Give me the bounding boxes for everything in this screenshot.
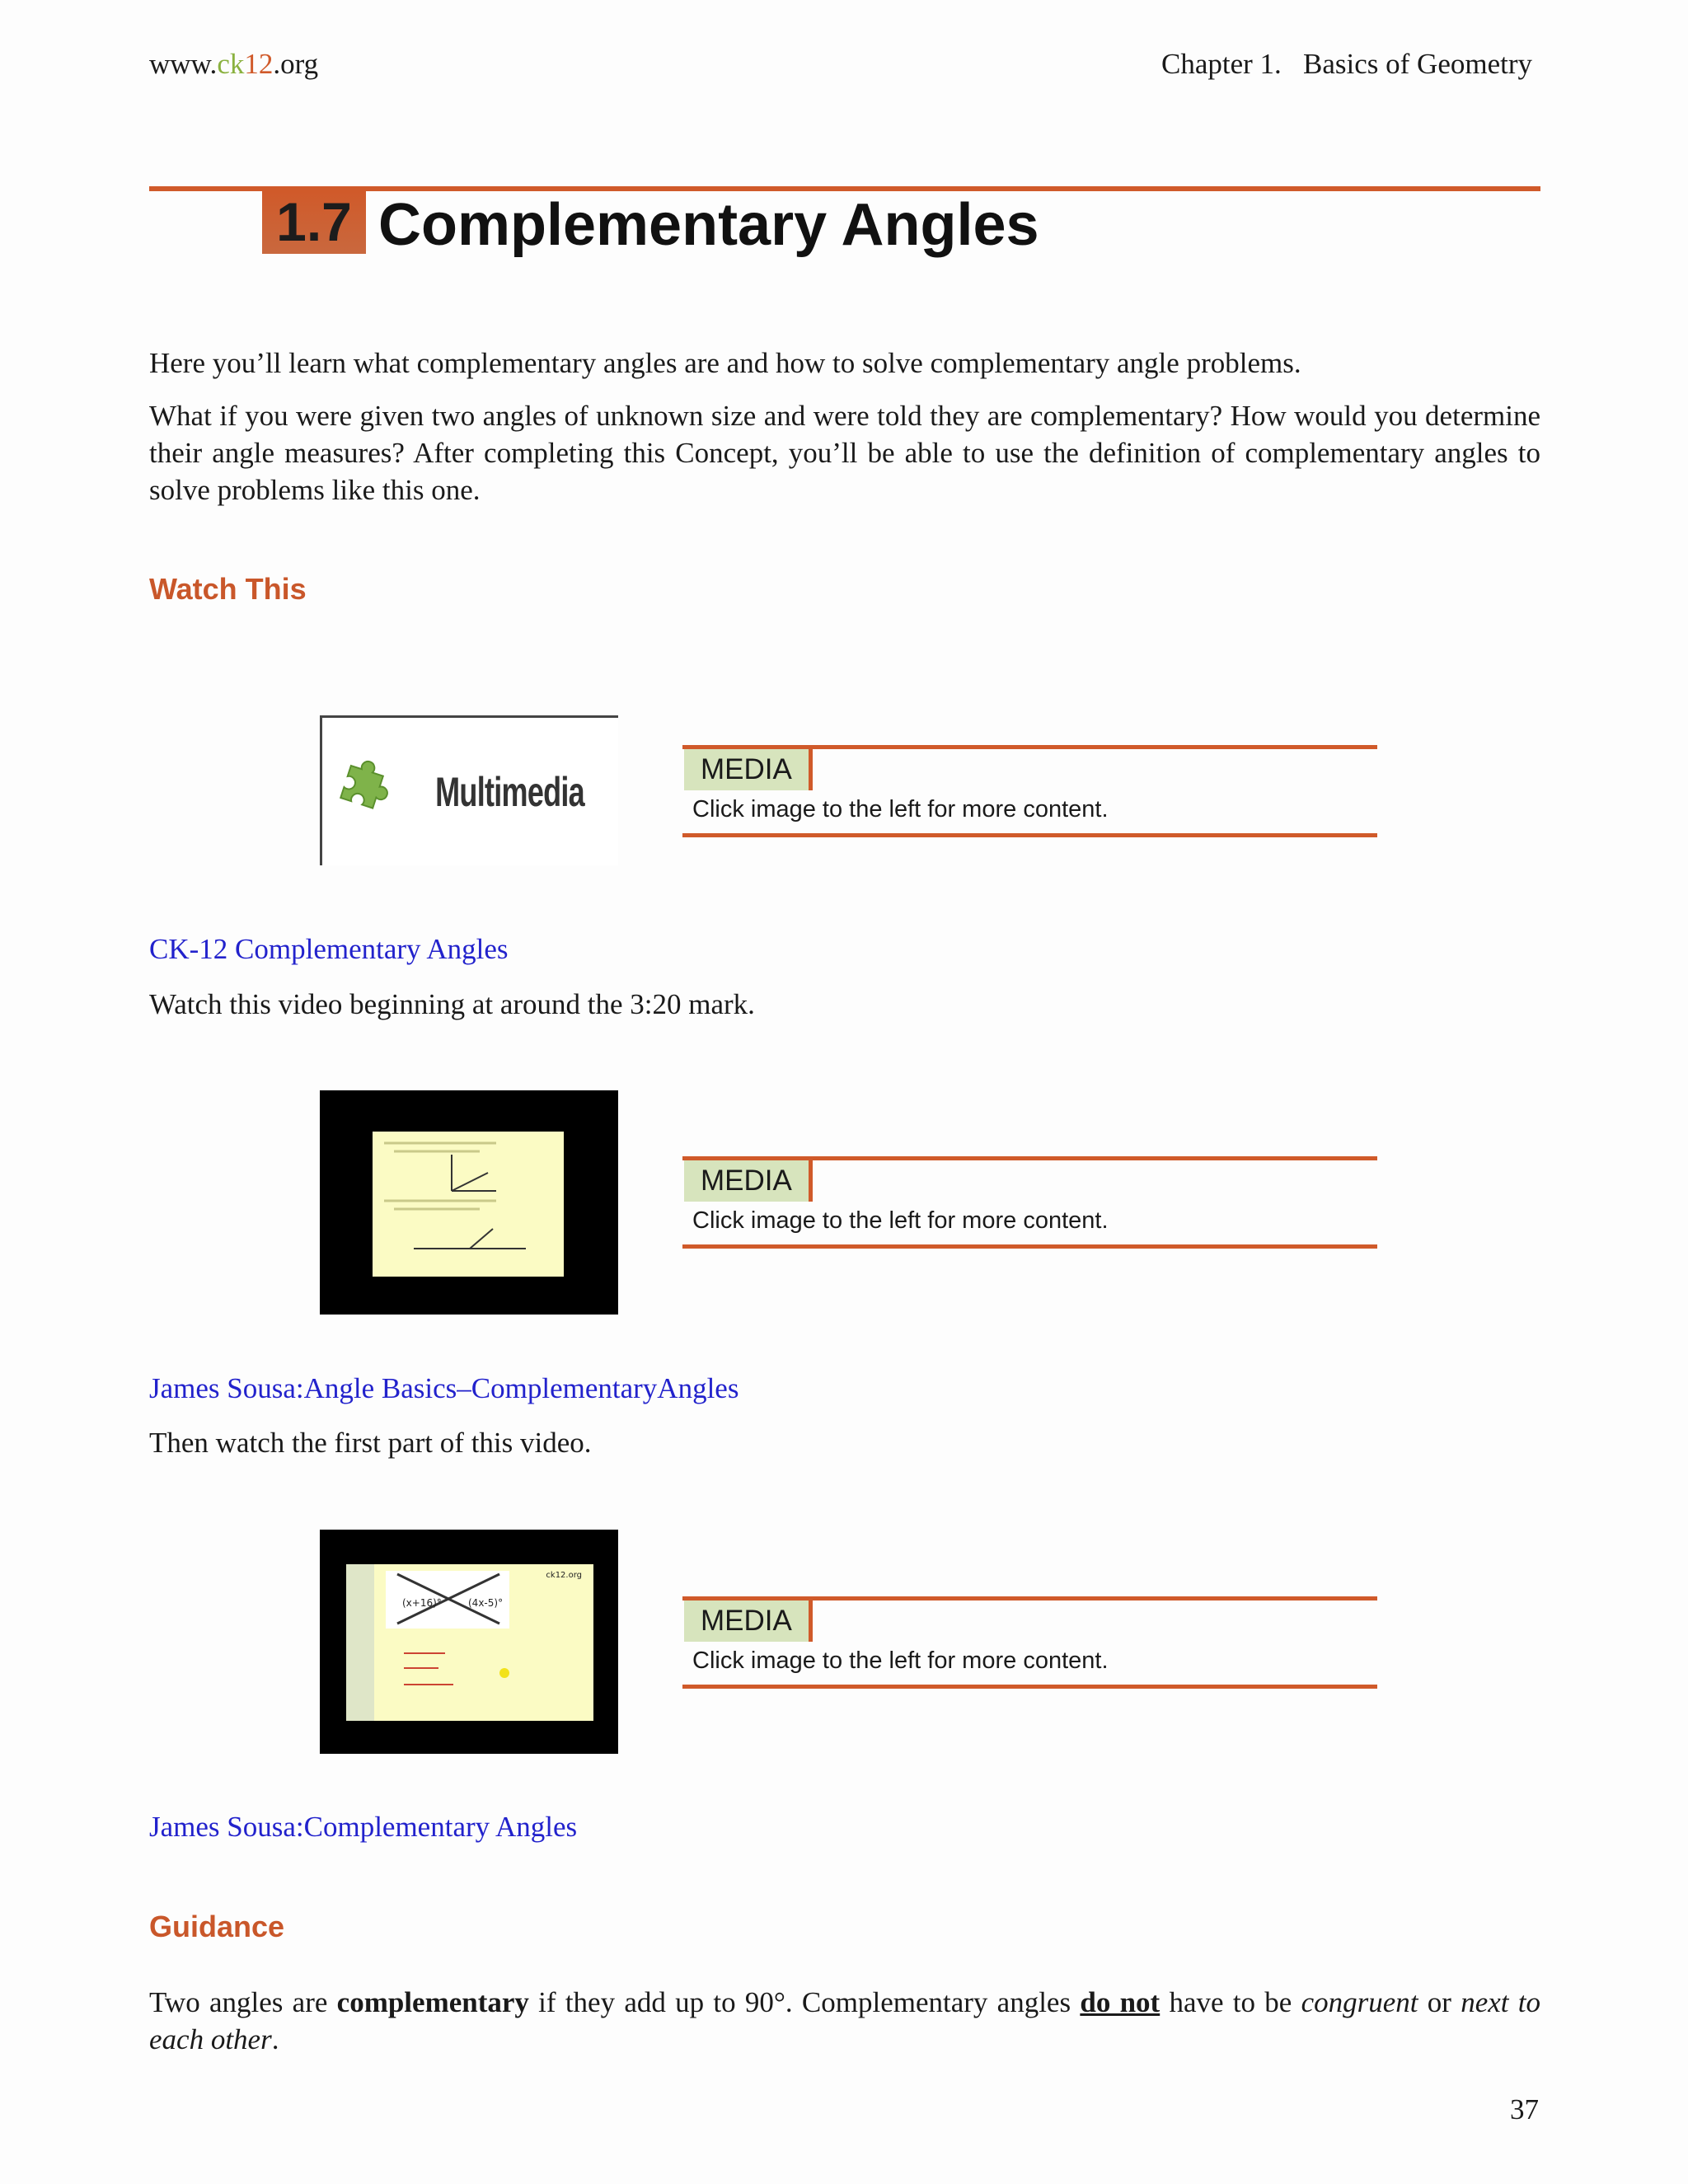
intro-paragraph-1: Here you’ll learn what complementary angles are and how to solve complementary angle problems. bbox=[149, 347, 1301, 379]
guidance-heading: Guidance bbox=[149, 1910, 285, 1943]
media-bottom-rule bbox=[682, 833, 1377, 837]
media-caption: Click image to the left for more content. bbox=[692, 796, 1109, 823]
media-bottom-rule bbox=[682, 1685, 1377, 1689]
page-number: 37 bbox=[1510, 2093, 1539, 2125]
media-caption: Click image to the left for more content. bbox=[692, 1647, 1109, 1674]
slide-logo: ck12.org bbox=[546, 1571, 582, 1580]
media-box-1 bbox=[682, 745, 1377, 837]
slide-screen bbox=[373, 1132, 564, 1277]
section-number: 1.7 bbox=[262, 191, 366, 254]
media-box-2 bbox=[682, 1156, 1377, 1249]
video-thumbnail-angle-basics[interactable] bbox=[320, 1090, 618, 1315]
puzzle-piece-icon bbox=[327, 760, 392, 824]
term-complementary: complementary bbox=[336, 1986, 529, 2018]
video-link-complementary[interactable]: James Sousa:Complementary Angles bbox=[149, 1811, 578, 1843]
angle-label-left: (x+16)° bbox=[402, 1597, 442, 1609]
media-caption: Click image to the left for more content. bbox=[692, 1207, 1109, 1234]
site-url[interactable]: www.ck12.org bbox=[149, 48, 319, 80]
video-link-ck12[interactable]: CK-12 Complementary Angles bbox=[149, 933, 509, 965]
page-title: Complementary Angles bbox=[378, 192, 1039, 258]
angle-label-right: (4x-5)° bbox=[468, 1597, 504, 1609]
video-thumbnail-complementary[interactable] bbox=[320, 1530, 618, 1754]
media-bottom-rule bbox=[682, 1244, 1377, 1249]
media-label: MEDIA bbox=[684, 1601, 813, 1642]
media-label: MEDIA bbox=[684, 1160, 813, 1202]
intro-paragraph-2: What if you were given two angles of unknown size and were told they are complementary? How would you determine their angle measures? After completing this Concept, you’ll be able to use the definition of complementary angles to solve problems like this one. bbox=[149, 400, 1540, 506]
vertical-angles-diagram bbox=[346, 1564, 593, 1721]
media-box-3 bbox=[682, 1596, 1377, 1689]
multimedia-label: Multimedia bbox=[435, 768, 584, 815]
video-note-1: Watch this video beginning at around the 3:20 mark. bbox=[149, 988, 755, 1020]
video-link-angle-basics[interactable]: James Sousa:Angle Basics–ComplementaryAngles bbox=[149, 1372, 739, 1404]
watch-this-heading: Watch This bbox=[149, 572, 307, 606]
multimedia-thumbnail[interactable] bbox=[320, 715, 618, 865]
slide-screen bbox=[346, 1564, 593, 1721]
emphasis-do-not: do not bbox=[1080, 1986, 1160, 2018]
angle-diagram bbox=[373, 1132, 564, 1277]
chapter-header: Chapter 1. Basics of Geometry bbox=[1160, 48, 1532, 80]
guidance-paragraph: Two angles are complementary if they add up to 90°. Complementary angles do not have to be congruent or next to each other. bbox=[149, 1986, 1541, 2055]
video-note-2: Then watch the first part of this video. bbox=[149, 1427, 592, 1459]
media-label: MEDIA bbox=[684, 749, 813, 790]
